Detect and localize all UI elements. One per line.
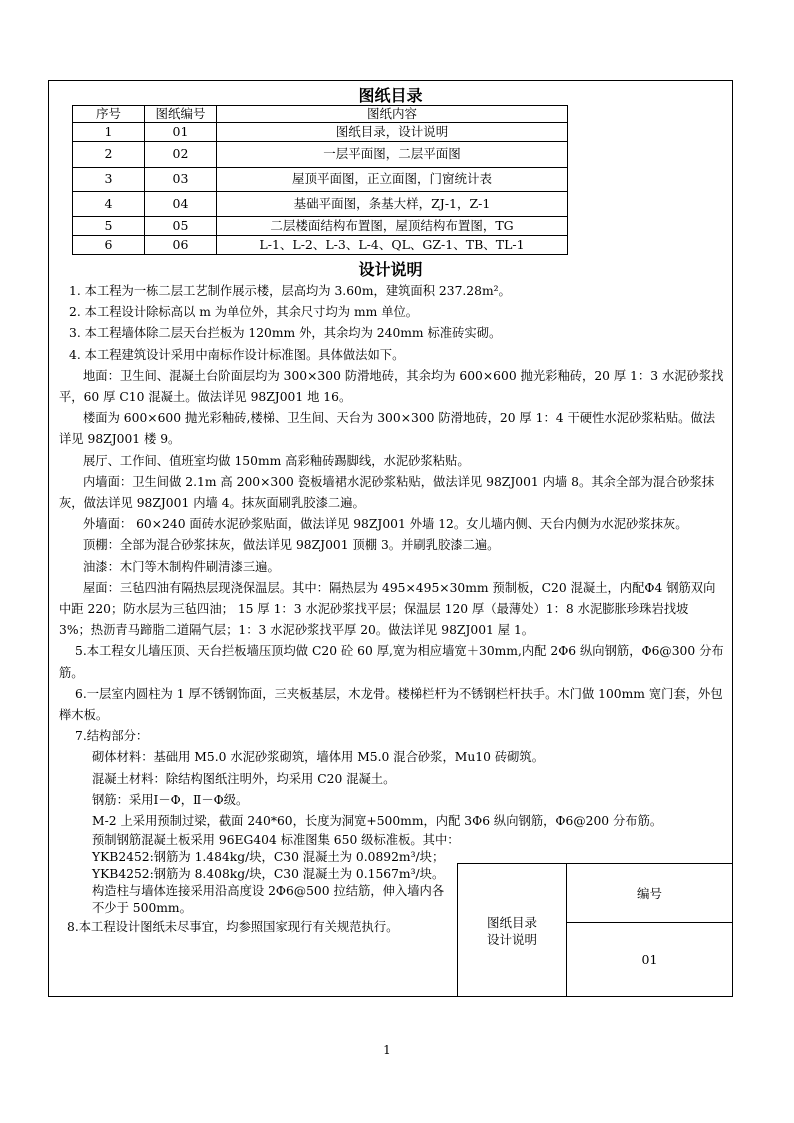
- finish-upper-floor: 楼面为 600×600 抛光彩釉砖,楼梯、卫生间、天台为 300×300 防滑地砖，20 厚 1：4 干硬性水泥砂浆粘贴。做法详见 98ZJ001 楼 9。: [59, 411, 716, 447]
- cell-content: L-1、L-2、L-3、L-4、QL、GZ-1、TB、TL-1: [217, 236, 568, 255]
- cell-no: 4: [73, 192, 145, 217]
- title-block-name: [458, 864, 567, 997]
- title-block: [457, 863, 733, 997]
- note-item-7-title: 7.结构部分：: [75, 729, 149, 744]
- cell-code: 02: [145, 142, 217, 168]
- structure-rebar: 钢筋：采用Ⅰ－Φ，Ⅱ－Φ级。: [92, 792, 249, 807]
- drawing-frame: [48, 80, 733, 997]
- table-row: [73, 236, 568, 255]
- structure-lintel: M-2 上采用预制过梁，截面 240*60，长度为洞宽+500mm，内配 3Φ6 纵向钢筋，Φ6@200 分布筋。: [92, 814, 663, 829]
- table-row: [73, 123, 568, 142]
- structure-masonry: 砌体材料：基础用 M5.0 水泥砂浆砌筑，墙体用 M5.0 混合砂浆，Mu10 砖砌筑。: [92, 750, 545, 765]
- cell-code: 06: [145, 236, 217, 255]
- structure-ykb4252: YKB4252:钢筋为 8.408kg/块，C30 混凝土为 0.1567m³/块。: [92, 867, 445, 882]
- design-notes: [59, 281, 724, 938]
- title-block-code-value: 01: [641, 952, 658, 967]
- note-item: 2. 本工程设计除标高以 m 为单位外，其余尺寸均为 mm 单位。: [69, 305, 419, 320]
- notes-title: 设计说明: [358, 260, 423, 279]
- cell-code: 04: [145, 192, 217, 217]
- structure-column-tie: 构造柱与墙体连接采用沿高度设 2Φ6@500 拉结筋，伸入墙内各不少于 500mm。: [92, 884, 445, 916]
- cell-no: 3: [73, 168, 145, 192]
- cell-no: 2: [73, 142, 145, 168]
- finish-roof: 屋面：三毡四油有隔热层现浇保温层。其中：隔热层为 495×495×30mm 预制板，C20 混凝土，内配Φ4 钢筋双向中距 220；防水层为三毡四油； 15 厚 1：3 水泥砂浆找平层；保温层 120 厚（最薄处）1：8 水泥膨胀珍珠岩找坡 3%；热沥青马蹄脂二道隔气层；1：3 水泥砂浆找平厚 20。做法详见 98ZJ001 屋 1。: [59, 580, 716, 638]
- cell-content: 屋顶平面图，正立面图，门窗统计表: [217, 168, 568, 192]
- cell-content: 图纸目录，设计说明: [217, 123, 568, 142]
- structure-ykb2452: YKB2452:钢筋为 1.484kg/块，C30 混凝土为 0.0892m³/块；: [92, 850, 445, 865]
- note-item-5: 5.本工程女儿墙压顶、天台拦板墙压顶均做 C20 砼 60 厚,宽为相应墙宽＋30mm,内配 2Φ6 纵向钢筋，Φ6@300 分布筋。: [59, 644, 724, 680]
- note-item-8: 8.本工程设计图纸未尽事宜，均参照国家现行有关规范执行。: [67, 920, 399, 935]
- table-header-row: [73, 106, 568, 123]
- table-row: [73, 217, 568, 236]
- cell-code: 05: [145, 217, 217, 236]
- title-block-code-label: 编号: [566, 864, 733, 923]
- finish-interior-wall: 内墙面：卫生间做 2.1m 高 200×300 瓷板墙裙水泥砂浆粘贴，做法详见 98ZJ001 内墙 8。其余全部为混合砂浆抹灰，做法详见 98ZJ001 内墙 4。抹灰面刷乳胶漆二遍。: [59, 474, 715, 511]
- header-no: 序号: [73, 106, 145, 123]
- title-block-name-line2: 设计说明: [486, 931, 537, 947]
- note-item: 3. 本工程墙体除二层天台拦板为 120mm 外，其余均为 240mm 标准砖实砌。: [69, 326, 502, 341]
- cell-no: 5: [73, 217, 145, 236]
- structure-concrete: 混凝土材料：除结构图纸注明外，均采用 C20 混凝土。: [92, 771, 396, 786]
- catalog-table: [72, 105, 568, 255]
- table-row: [73, 168, 568, 192]
- title-block-name-line1: 图纸目录: [486, 914, 537, 930]
- catalog-title: 图纸目录: [358, 86, 423, 105]
- structure-slab: 预制钢筋混凝土板采用 96EG404 标准图集 650 级标准板。其中：: [92, 833, 460, 848]
- page-number: 1: [383, 1043, 391, 1057]
- note-item: 1. 本工程为一栋二层工艺制作展示楼，层高均为 3.60m，建筑面积 237.28m²。: [69, 284, 511, 298]
- cell-code: 03: [145, 168, 217, 192]
- finish-paint: 油漆：木门等木制构件刷清漆三遍。: [83, 559, 280, 574]
- cell-no: 1: [73, 123, 145, 142]
- header-content: 图纸内容: [217, 106, 568, 123]
- note-item: 4. 本工程建筑设计采用中南标作设计标准图。具体做法如下。: [69, 347, 405, 362]
- cell-content: 基础平面图，条基大样，ZJ-1，Z-1: [217, 192, 568, 217]
- finish-floor: 地面：卫生间、混凝土台阶面层均为 300×300 防滑地砖，其余均为 600×600 抛光彩釉砖，20 厚 1：3 水泥砂浆找平，60 厚 C10 混凝土。做法详见 98ZJ001 地 16。: [59, 368, 724, 405]
- table-row: [73, 192, 568, 217]
- finish-ceiling: 顶棚：全部为混合砂浆抹灰，做法详见 98ZJ001 顶棚 3。并刷乳胶漆二遍。: [83, 538, 500, 553]
- table-row: [73, 142, 568, 168]
- cell-content: 二层楼面结构布置图，屋顶结构布置图，TG: [217, 217, 568, 236]
- cell-no: 6: [73, 236, 145, 255]
- cell-content: 一层平面图，二层平面图: [217, 142, 568, 168]
- finish-exterior-wall: 外墙面： 60×240 面砖水泥砂浆贴面，做法详见 98ZJ001 外墙 12。女儿墙内侧、天台内侧为水泥砂浆抹灰。: [83, 517, 688, 532]
- header-code: 图纸编号: [145, 106, 217, 123]
- note-item-6: 6.一层室内圆柱为 1 厚不锈钢饰面，三夹板基层，木龙骨。楼梯栏杆为不锈钢栏杆扶手。木门做 100mm 宽门套，外包榉木板。: [59, 686, 723, 723]
- cell-code: 01: [145, 123, 217, 142]
- finish-skirting: 展厅、工作间、值班室均做 150mm 高彩釉砖踢脚线，水泥砂浆粘贴。: [83, 453, 470, 468]
